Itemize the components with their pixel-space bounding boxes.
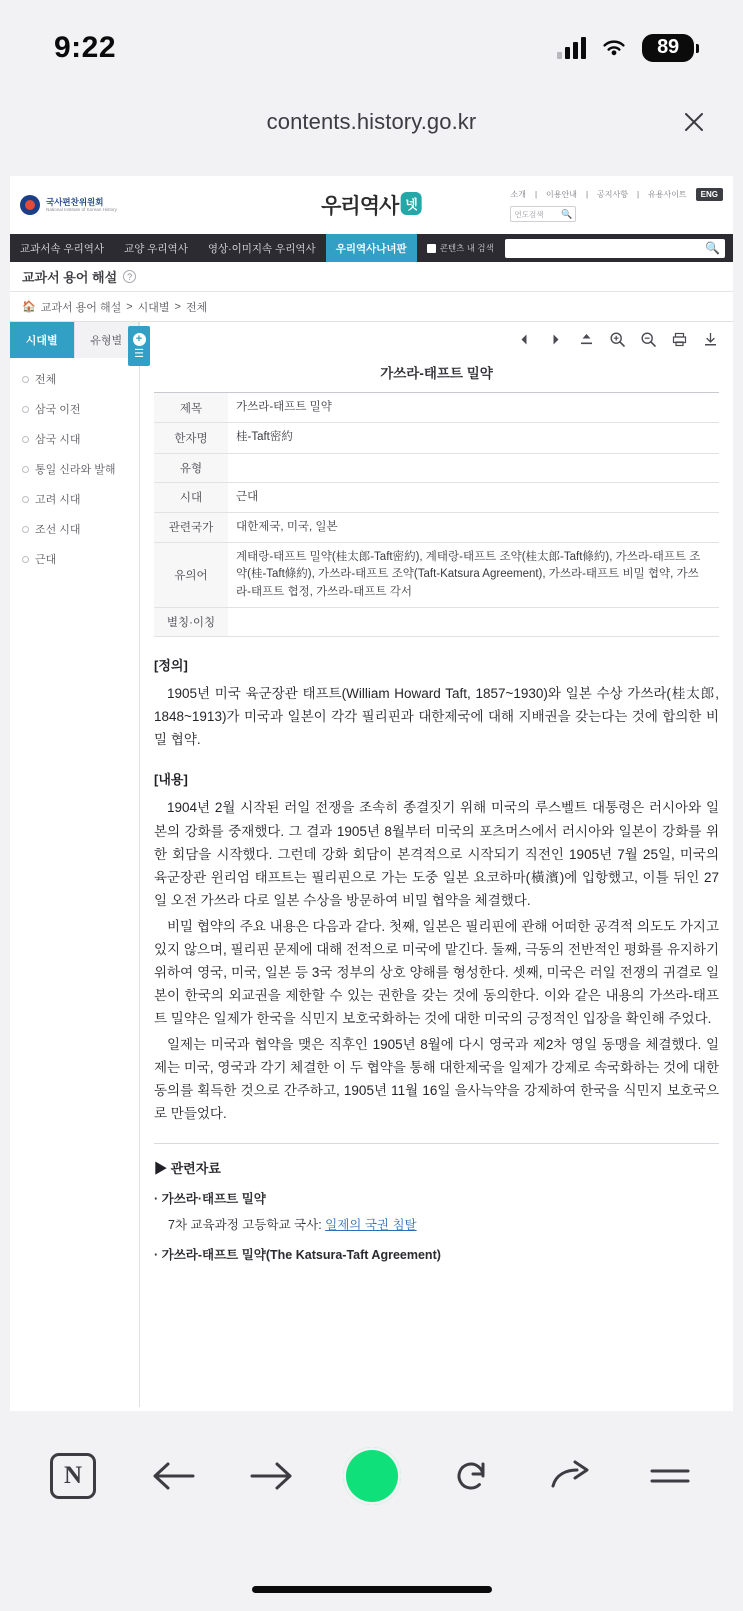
utility-link-notice[interactable]: 공지사항 [597,190,628,199]
definition-paragraph: 1905년 미국 육군장관 태프트(William Howard Taft, 1857~1930)와 일본 수상 가쓰라(桂太郎, 1848~1913)가 미국과 일본이 각각 필리핀과 대한제국에 대해 지배권을 갖는다는 것에 합의한 비밀 협약. [154,685,719,748]
content-paragraph-1: 1904년 2월 시작된 러일 전쟁을 조속히 종결짓기 위해 미국의 루스벨트 대통령은 러시아와 일본의 강화를 중재했다. 그 결과 1905년 8월부터 미국의 포츠머스에서 러시아와 일본이 강화를 위한 회담을 시작했다. 그런데 강화 회담이 본격적으로 시작되기 직전인 1905년 7월 25일, 미국의 육군장관 윈리엄 태프트는 필리핀으로 가는 도중 일본 요코하마(橫濱)에 입항했고, 이틀 뒤인 27일 오전 가쓰라 다로 일본 수상을 방문하여 비밀 협약을 체결했다. [154,800,719,909]
nihk-logo-name: 국사편찬위원회 [46,196,104,207]
document-meta-table [154,392,719,637]
year-search-placeholder: 연도검색 [514,209,544,219]
site-brand-chip: 넷 [400,192,422,215]
gnb-content-search-checkbox[interactable] [417,234,504,262]
nihk-logo[interactable] [20,195,117,215]
bullet-icon [22,526,29,533]
lnb-item-unified-silla-balhae[interactable] [10,454,139,484]
record-icon[interactable] [343,1447,401,1505]
related-sub-prefix: 7차 교육과정 고등학교 국사: [168,1218,326,1233]
gnb-item-liberal-history[interactable]: 교양 우리역사 [124,242,188,255]
nihk-logo-subtitle: National Institute of Korean History [46,207,117,213]
meta-value [228,453,719,482]
search-icon[interactable]: 🔍 [705,241,720,255]
breadcrumb: 🏠 교과서 용어 해설 > 시대별 > 전체 [10,292,733,322]
bullet-icon [22,496,29,503]
meta-label: 유형 [154,453,228,482]
add-icon[interactable]: + [133,333,146,346]
reload-button[interactable] [440,1445,502,1507]
table-row [154,393,719,423]
breadcrumb-item-2[interactable]: 전체 [185,301,208,314]
meta-value: 가쓰라-태프트 밀약 [228,393,719,423]
related-item-title-1[interactable]: · 가쓰라·태프트 밀약 [154,1192,266,1207]
site-brand[interactable] [321,190,422,220]
wifi-icon [600,37,628,59]
content-paragraph-2: 비밀 협약의 주요 내용은 다음과 같다. 첫째, 일본은 필리핀에 관해 어떠한 공격적 의도도 가지고 있지 않으며, 필리핀 문제에 대해 전적으로 미국에 맡긴다. 둘째, 극동의 전반적인 평화를 유지하기 위하여 영국, 미국, 일본 등 3국 정부의 상호 양해를 형성한다. 셋째, 미국은 러일 전쟁의 귀결로 일본이 한국의 외교권을 제한할 수 있는 권한을 갖는 것에 동의한다. 이와 같은 내용의 가쓰라-태프트 밀약은 일제가 한국을 식민지 보호국화하는 것에 대한 미국의 긍정적인 입장을 확인해 주었다. [154,918,719,1027]
bullet-icon [22,556,29,563]
browser-bottom-bar [0,1411,743,1611]
related-item-title-2[interactable]: · 가쓰라-태프트 밀약(The Katsura-Taft Agreement) [154,1248,441,1263]
gnb-checkbox-label: 콘텐츠 내 검색 [439,243,494,253]
lnb-item-label: 삼국 시대 [35,434,81,446]
meta-label: 관련국가 [154,512,228,542]
forward-button[interactable] [241,1445,303,1507]
lnb-tab-by-period[interactable]: 시대별 [10,322,75,358]
left-nav [10,322,140,1407]
gnb-item-media-history[interactable]: 영상·이미지속 우리역사 [207,242,316,255]
close-icon[interactable] [681,109,707,135]
naver-app-button[interactable] [42,1445,104,1507]
utility-link-guide[interactable]: 이용안내 [546,190,577,199]
web-page-viewport[interactable] [10,176,733,1411]
home-icon[interactable]: 🏠 [22,301,36,313]
menu-button[interactable] [639,1445,701,1507]
browser-url-bar[interactable] [0,96,743,148]
meta-value: 桂-Taft密約 [228,423,719,453]
lnb-item-label: 조선 시대 [35,524,81,536]
save-icon[interactable] [702,331,719,348]
language-button[interactable]: ENG [696,188,723,201]
question-icon[interactable]: ? [123,270,136,283]
gnb-item-textbook-history[interactable]: 교과서속 우리역사 [20,242,105,255]
content-paragraph-3: 일제는 미국과 협약을 맺은 직후인 1905년 8월에 다시 영국과 제2차 영일 동맹을 체결했다. 일제는 미국, 영국과 각기 체결한 이 두 협약을 통해 대한제국을 일제가 강제로 속국화하는 것에 대한 동의를 획득한 것으로 간주하고, 1905년 11월 16일 을사늑약을 강제하여 한국을 식민지 보호국으로 만들었다. [154,1036,719,1122]
bullet-icon [22,436,29,443]
zoom-out-icon[interactable] [640,331,657,348]
lnb-item-all[interactable] [10,364,139,394]
header-utility: 소개 | 이용안내 | 공지사항 | 유용사이트 ENG 연도검색 🔍 [510,188,723,222]
utility-link-sites[interactable]: 유용사이트 [648,190,687,199]
meta-label: 유의어 [154,543,228,608]
bullet-icon [22,466,29,473]
status-indicators [557,34,699,62]
naver-n-icon: N [50,1453,96,1499]
document-title: 가쓰라-태프트 밀약 [380,366,493,381]
lnb-item-label: 고려 시대 [35,494,81,506]
lnb-list [10,358,139,580]
meta-label: 제목 [154,393,228,423]
site-header [10,176,733,234]
breadcrumb-item-0[interactable]: 교과서 용어 해설 [40,301,122,314]
share-button[interactable] [540,1445,602,1507]
related-sub-link[interactable]: 일제의 국권 침탈 [325,1218,417,1233]
table-row [154,453,719,482]
meta-label: 별칭·이칭 [154,607,228,636]
lnb-item-three-kingdoms[interactable] [10,424,139,454]
bullet-icon [22,376,29,383]
upload-icon[interactable] [578,331,595,348]
table-row [154,607,719,636]
lnb-item-joseon[interactable] [10,514,139,544]
table-row [154,482,719,512]
lnb-tab-by-type[interactable]: 유형별 [75,322,140,358]
next-arrow-icon[interactable] [547,331,564,348]
status-bar [0,0,743,96]
lnb-item-label: 삼국 이전 [35,404,81,416]
battery-tip-icon [696,44,699,53]
meta-value [228,607,719,636]
year-search-input[interactable] [510,206,576,222]
related-materials-heading[interactable]: ▶ 관련자료 [154,1143,719,1177]
prev-arrow-icon[interactable] [516,331,533,348]
section-heading-content: [내용] [154,772,188,788]
status-clock: 9:22 [54,31,117,64]
page-title [10,262,733,292]
zoom-in-icon[interactable] [609,331,626,348]
gnb-item-history-board[interactable]: 우리역사나녀판 [326,234,417,262]
gnb-search-input[interactable] [505,239,725,258]
site-brand-text: 우리역사 [321,195,399,218]
page-body [10,322,733,1407]
search-icon[interactable]: 🔍 [561,208,573,219]
related-heading-label: 관련자료 [170,1161,221,1177]
table-row [154,423,719,453]
meta-label: 한자명 [154,423,228,453]
global-nav[interactable] [10,234,733,262]
lnb-item-label: 통일 신라와 발해 [35,464,116,476]
lnb-item-modern[interactable] [10,544,139,574]
nihk-logo-icon [20,195,40,215]
print-icon[interactable] [671,331,688,348]
meta-value: 근대 [228,482,719,512]
bullet-icon [22,406,29,413]
list-icon[interactable]: ☰ [134,347,144,360]
url-text[interactable]: contents.history.go.kr [266,109,477,134]
table-row [154,512,719,542]
checkbox-icon[interactable] [427,244,436,253]
lnb-item-label: 근대 [35,554,57,566]
page-title-text: 교과서 용어 해설 [22,270,118,285]
battery-level: 89 [642,34,694,62]
document-toolbar[interactable] [154,322,719,356]
cellular-bars-icon [557,37,586,59]
meta-value: 대한제국, 미국, 일본 [228,512,719,542]
related-item-sub-1 [154,1215,719,1233]
utility-link-about[interactable]: 소개 [510,190,526,199]
breadcrumb-item-1[interactable]: 시대별 [137,301,170,314]
home-indicator [252,1586,492,1593]
meta-label: 시대 [154,482,228,512]
lnb-tabs[interactable] [10,322,139,358]
lnb-item-pre-three-kingdoms[interactable] [10,394,139,424]
lnb-item-label: 전체 [35,374,57,386]
document-panel [134,322,733,1407]
record-button[interactable] [341,1445,403,1507]
side-tool-rail[interactable] [128,326,150,366]
section-heading-definition: [정의] [154,657,188,673]
back-button[interactable] [142,1445,204,1507]
table-row [154,543,719,608]
lnb-item-goryeo[interactable] [10,484,139,514]
meta-value: 계태랑-태프트 밀약(桂太郎-Taft密約), 계태랑-태프트 조약(桂太郎-Taft條約), 가쓰라-태프트 조약(桂-Taft條約), 가쓰라-태프트 조약(Taft-Katsura Agreement), 가쓰라-태프트 비밀 협약, 가쓰라-태프트 협정, 가쓰라-태프트 각서 [228,543,719,608]
